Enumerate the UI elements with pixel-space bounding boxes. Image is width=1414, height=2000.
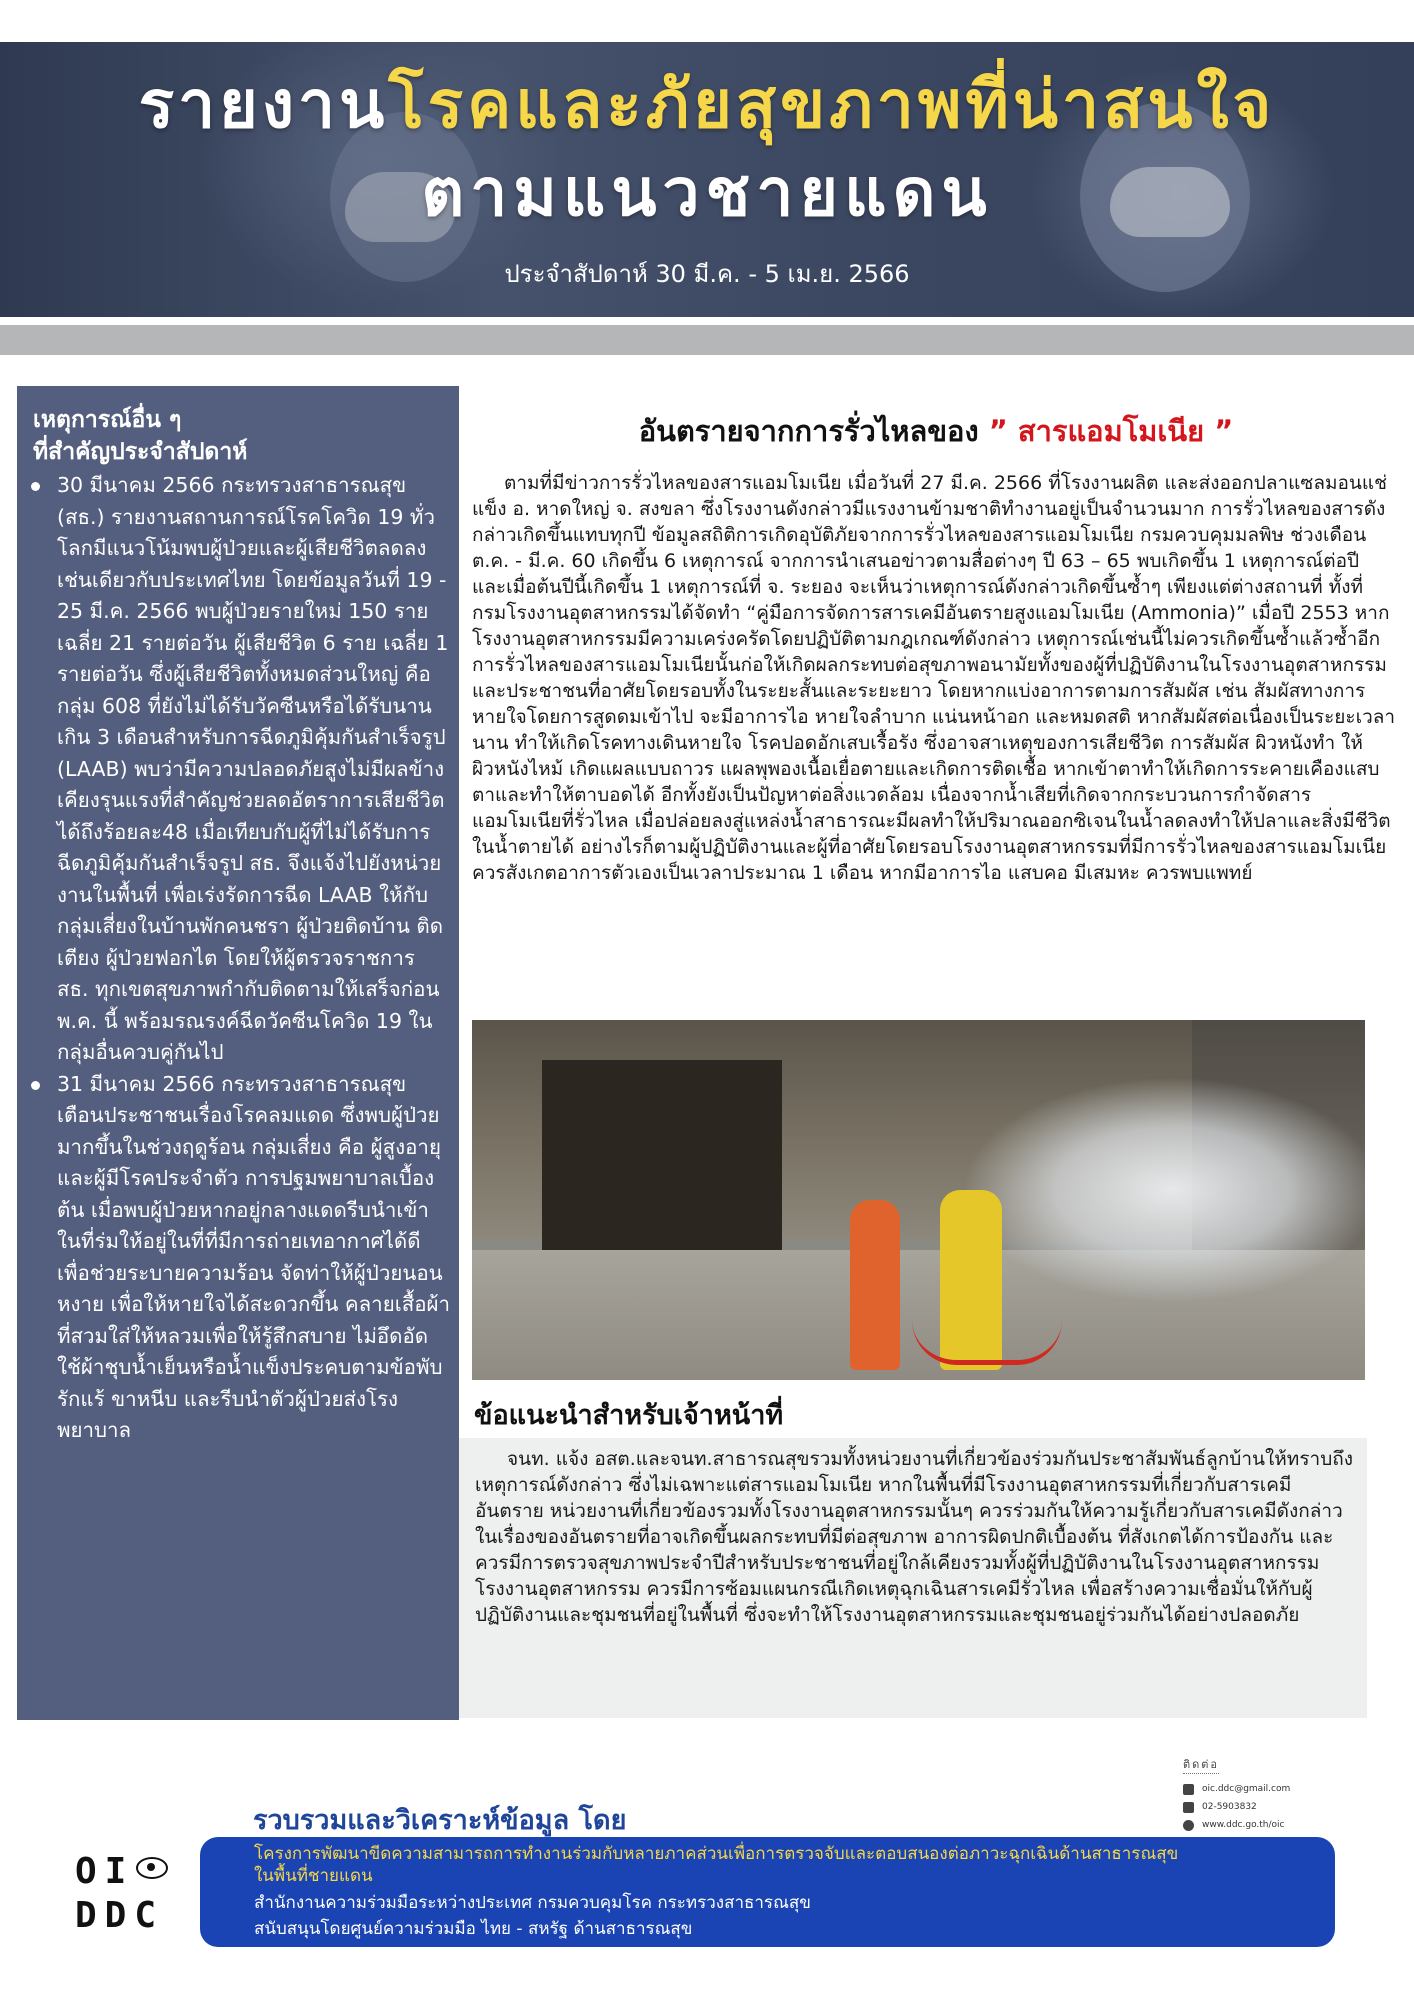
photo-doorway — [542, 1060, 782, 1260]
sidebar-heading — [33, 404, 453, 468]
compiled-by-heading: รวบรวมและวิเคราะห์ข้อมูล โดย — [253, 1805, 627, 1836]
recommendation-box — [459, 1438, 1367, 1718]
list-item-text: 31 มีนาคม 2566 กระทรวงสาธารณสุข เตือนประชาชนเรื่องโรคลมแดด ซึ่งพบผู้ป่วยมากขึ้นในช่วงฤดูร้อน กลุ่มเสี่ยง คือ ผู้สูงอายุ และผู้มีโรคประจำตัว การปฐมพยาบาลเบื้องต้น เมื่อพบผู้ป่วยหากอยู่กลางแดดรีบนำเข้าในที่ร่มให้อยู่ในที่ที่มีการถ่ายเทอากาศได้ดีเพื่อช่วยระบายความร้อน จัดท่าให้ผู้ป่วยนอนหงาย เพื่อให้หายใจได้สะดวกขึ้น คลายเสื้อผ้าที่สวมใส่ให้หลวมเพื่อให้รู้สึกสบาย ไม่อึดอัด ใช้ผ้าชุบน้ำเย็นหรือน้ำแข็งประคบตามข้อพับ รักแร้ ขาหนีบ และรีบนำตัวผู้ป่วยส่งโรงพยาบาล — [57, 1071, 451, 1442]
contact-phone: 02-5903832 — [1202, 1802, 1257, 1812]
email-icon — [1183, 1784, 1194, 1795]
contact-phone-row — [1183, 1798, 1383, 1816]
header-banner — [0, 42, 1414, 317]
contact-heading: ติดต่อ — [1183, 1755, 1219, 1774]
article-title-highlight: ” สารแอมโมเนีย ” — [988, 414, 1234, 448]
footer-support-line: สนับสนุนโดยศูนย์ความร่วมมือ ไทย - สหรัฐ ด้านสาธารณสุข — [254, 1919, 693, 1939]
contact-website[interactable]: www.ddc.go.th/oic — [1202, 1820, 1285, 1830]
recommendation-body: จนท. แจ้ง อสต.และจนท.สาธารณสุขรวมทั้งหน่วยงานที่เกี่ยวข้องร่วมกันประชาสัมพันธ์ลูกบ้านให้ทราบถึงเหตุการณ์ดังกล่าว ซึ่งไม่เฉพาะแต่สารแอมโมเนีย หากในพื้นที่มีโรงงานอุตสาหกรรมที่เกี่ยวกับสารเคมีอันตราย หน่วยงานที่เกี่ยวข้องรวมทั้งโรงงานอุตสาหกรรมนั้นๆ ควรร่วมกันให้ความรู้เกี่ยวกับสารเคมีดังกล่าว ในเรื่องของอันตรายที่อาจเกิดขึ้นผลกระทบที่มีต่อสุขภาพ อาการผิดปกติเบื้องต้น ที่สังเกตได้การป้องกัน และควรมีการตรวจสุขภาพประจำปีสำหรับประชาชนที่อยู่ใกล้เคียงรวมทั้งผู้ที่ปฏิบัติงานในโรงงานอุตสาหกรรมโรงงานอุตสาหกรรม ควรมีการซ้อมแผนกรณีเกิดเหตุฉุกเฉินสารเคมีรั่วไหล เพื่อสร้างความเชื่อมั่นให้กับผู้ปฏิบัติงานและชุมชนที่อยู่ในพื้นที่ ซึ่งจะทำให้โรงงานอุตสาหกรรมและชุมชนอยู่ร่วมกันได้อย่างปลอดภัย — [475, 1448, 1354, 1626]
contact-email[interactable]: oic.ddc@gmail.com — [1202, 1784, 1291, 1794]
photo-firefighter-orange — [850, 1200, 900, 1370]
oi-ddc-logo — [75, 1850, 168, 1938]
divider-bar — [0, 325, 1414, 355]
list-item — [17, 470, 459, 1069]
contact-block — [1183, 1755, 1383, 1834]
bullet-icon — [31, 1081, 40, 1090]
sidebar-list — [17, 470, 459, 1447]
globe-icon — [1183, 1820, 1194, 1831]
bullet-icon — [31, 482, 40, 491]
logo-text-ddc: DDC — [75, 1895, 165, 1936]
list-item — [17, 1069, 459, 1447]
banner-title-line2: ตามแนวชายแดน — [421, 154, 993, 231]
banner-title-line1 — [0, 66, 1414, 143]
ammonia-response-photo — [472, 1020, 1365, 1380]
article-title — [476, 408, 1396, 454]
article-body: ตามที่มีข่าวการรั่วไหลของสารแอมโมเนีย เมื่อวันที่ 27 มี.ค. 2566 ที่โรงงานผลิต และส่งออกปลาแซลมอนแช่แข็ง อ. หาดใหญ่ จ. สงขลา ซึ่งโรงงานดังกล่าวมีแรงงานข้ามชาติทำงานอยู่เป็นจำนวนมาก การรั่วไหลของสารดังกล่าวเกิดขึ้นแทบทุกปี ข้อมูลสถิติการเกิดอุบัติภัยจากการรั่วไหลของสารแอมโมเนีย กรมควบคุมมลพิษ ช่วงเดือน ต.ค. - มี.ค. 60 เกิดขึ้น 6 เหตุการณ์ จากการนำเสนอข่าวตามสื่อต่างๆ ปี 63 – 65 พบเกิดขึ้น 1 เหตุการณ์ต่อปี และเมื่อต้นปีนี้เกิดขึ้น 1 เหตุการณ์ที่ จ. ระยอง จะเห็นว่าเหตุการณ์ดังกล่าวเกิดขึ้นซ้ำๆ เพียงแต่ต่างสถานที่ ทั้งที่กรมโรงงานอุตสาหกรรมได้จัดทำ “คู่มือการจัดการสารเคมีอันตรายสูงแอมโมเนีย (Ammonia)” เมื่อปี 2553 หากโรงงานอุตสาหกรรมมีความเคร่งครัดโดยปฏิบัติตามกฎเกณฑ์ดังกล่าว เหตุการณ์เช่นนี้ไม่ควรเกิดขึ้นซ้ำแล้วซ้ำอีก การรั่วไหลของสารแอมโมเนียนั้นก่อให้เกิดผลกระทบต่อสุขภาพอนามัยทั้งของผู้ที่ปฏิบัติงานในโรงงานอุตสาหกรรมและประชาชนที่อาศัยโดยรอบทั้งในระยะสั้นและระยะยาว โดยหากแบ่งอาการตามการสัมผัส เช่น สัมผัสทางการหายใจโดยการสูดดมเข้าไป จะมีอาการไอ หายใจลำบาก แน่นหน้าอก และหมดสติ หากสัมผัสต่อเนื่องเป็นระยะเวลานาน ทำให้เกิดโรคทางเดินหายใจ โรคปอดอักเสบเรื้อรัง ซึ่งอาจสาเหตุของการเสียชีวิต การสัมผัส ผิวหนังทำ ให้ผิวหนังไหม้ เกิดแผลแบบถาวร แผลพุพองเนื้อเยื่อตายและเกิดการติดเชื้อ หากเข้าตาทำให้เกิดการระคายเคืองแสบตาและทำให้ตาบอดได้ อีกทั้งยังเป็นปัญหาต่อสิ่งแวดล้อม เนื่องจากน้ำเสียที่เกิดจากกระบวนการกำจัดสารแอมโมเนียที่รั่วไหล เมื่อปล่อยลงสู่แหล่งน้ำสาธารณะมีผลทำให้ปริมาณออกซิเจนในน้ำลดลงทำให้ปลาและสิ่งมีชีวิตในน้ำตายได้ อย่างไรก็ตามผู้ปฏิบัติงานและผู้ที่อาศัยโดยรอบโรงงานอุตสาหกรรมที่มีการรั่วไหลของสารแอมโมเนีย ควรสังเกตอาการตัวเองเป็นเวลาประมาณ 1 เดือน หากมีอาการไอ แสบคอ มีเสมหะ ควรพบแพทย์ — [472, 472, 1396, 884]
logo-text-oi: OI — [75, 1851, 135, 1892]
sidebar-heading-line2: ที่สำคัญประจำสัปดาห์ — [33, 439, 248, 465]
footer-project-line2: ในพื้นที่ชายแดน — [254, 1866, 373, 1886]
footer-box — [200, 1837, 1335, 1947]
phone-icon — [1183, 1802, 1194, 1813]
sidebar-other-events — [17, 386, 459, 1720]
list-item-text: 30 มีนาคม 2566 กระทรวงสาธารณสุข (สธ.) รายงานสถานการณ์โรคโควิด 19 ทั่วโลกมีแนวโน้มพบผู้ป่วยและผู้เสียชีวิตลดลง เช่นเดียวกับประเทศไทย โดยข้อมูลวันที่ 19 - 25 มี.ค. 2566 พบผู้ป่วยรายใหม่ 150 ราย เฉลี่ย 21 รายต่อวัน ผู้เสียชีวิต 6 ราย เฉลี่ย 1 รายต่อวัน ซึ่งผู้เสียชีวิตทั้งหมดส่วนใหญ่ คือ กลุ่ม 608 ที่ยังไม่ได้รับวัคซีนหรือได้รับนานเกิน 3 เดือนสำหรับการฉีดภูมิคุ้มกันสำเร็จรูป (LAAB) พบว่ามีความปลอดภัยสูงไม่มีผลข้างเคียงรุนแรงที่สำคัญช่วยลดอัตราการเสียชีวิตได้ถึงร้อยละ48 เมื่อเทียบกับผู้ที่ไม่ได้รับการฉีดภูมิคุ้มกันสำเร็จรูป สธ. จึงแจ้งไปยังหน่วยงานในพื้นที่ เพื่อเร่งรัดการฉีด LAAB ให้กับกลุ่มเสี่ยงในบ้านพักคนชรา ผู้ป่วยติดบ้าน ติดเตียง ผู้ป่วยฟอกไต โดยให้ผู้ตรวจราชการ สธ. ทุกเขตสุขภาพกำกับติดตามให้เสร็จก่อน พ.ค. นี้ พร้อมรณรงค์ฉีดวัคซีนโควิด 19 ในกลุ่มอื่นควบคู่กันไป — [57, 473, 449, 1064]
banner-title-part2: โรคและภัยสุขภาพที่น่าสนใจ — [388, 66, 1276, 143]
contact-website-row — [1183, 1816, 1383, 1834]
eye-icon — [136, 1857, 168, 1879]
article-title-prefix: อันตรายจากการรั่วไหลของ — [638, 414, 979, 448]
recommendation-title: ข้อแนะนำสำหรับเจ้าหน้าที่ — [474, 1400, 784, 1431]
contact-email-row — [1183, 1780, 1383, 1798]
photo-hose — [912, 1320, 1062, 1365]
banner-title-part1: รายงาน — [138, 66, 389, 143]
footer-org-line: สำนักงานความร่วมมือระหว่างประเทศ กรมควบคุมโรค กระทรวงสาธารณสุข — [254, 1893, 811, 1913]
banner-subtitle: ประจำสัปดาห์ 30 มี.ค. - 5 เม.ย. 2566 — [504, 260, 910, 288]
footer-project-line1: โครงการพัฒนาขีดความสามารถการทำงานร่วมกับหลายภาคส่วนเพื่อการตรวจจับและตอบสนองต่อภาวะฉุกเฉินด้านสาธารณสุข — [254, 1844, 1179, 1864]
sidebar-heading-line1: เหตุการณ์อื่น ๆ — [33, 407, 182, 433]
